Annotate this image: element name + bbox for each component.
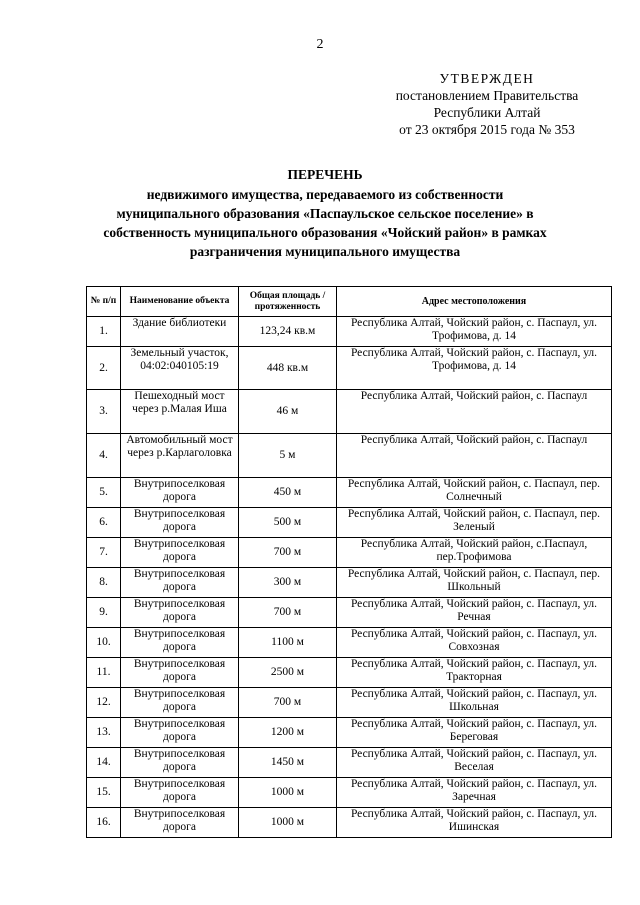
object-name: Внутрипоселковая дорога	[121, 688, 239, 718]
object-area: 1000 м	[239, 778, 337, 808]
table-row	[87, 688, 612, 718]
row-number: 4.	[87, 434, 121, 478]
row-number: 5.	[87, 478, 121, 508]
column-header-name: Наименование объекта	[121, 287, 239, 317]
row-number: 2.	[87, 347, 121, 390]
approval-line: Республики Алтай	[433, 105, 541, 120]
table-row	[87, 658, 612, 688]
object-address: Республика Алтай, Чойский район, с. Паспаул, ул. Речная	[337, 598, 612, 628]
column-header-num: № п/п	[87, 287, 121, 317]
table-header-row	[87, 287, 612, 317]
object-area: 500 м	[239, 508, 337, 538]
object-area: 448 кв.м	[239, 347, 337, 390]
object-area: 1100 м	[239, 628, 337, 658]
row-number: 14.	[87, 748, 121, 778]
object-name: Внутрипоселковая дорога	[121, 778, 239, 808]
row-number: 12.	[87, 688, 121, 718]
table-row	[87, 478, 612, 508]
table-row	[87, 808, 612, 838]
object-area: 700 м	[239, 538, 337, 568]
row-number: 16.	[87, 808, 121, 838]
table-row	[87, 538, 612, 568]
object-name: Внутрипоселковая дорога	[121, 538, 239, 568]
object-address: Республика Алтай, Чойский район, с. Паспаул, ул. Веселая	[337, 748, 612, 778]
row-number: 6.	[87, 508, 121, 538]
table-row	[87, 317, 612, 347]
object-address: Республика Алтай, Чойский район, с. Паспаул, ул. Трофимова, д. 14	[337, 317, 612, 347]
table-row	[87, 347, 612, 390]
object-address: Республика Алтай, Чойский район, с. Паспаул, пер. Солнечный	[337, 478, 612, 508]
object-name: Внутрипоселковая дорога	[121, 568, 239, 598]
object-area: 450 м	[239, 478, 337, 508]
object-name: Внутрипоселковая дорога	[121, 508, 239, 538]
object-address: Республика Алтай, Чойский район, с. Паспаул, пер. Зеленый	[337, 508, 612, 538]
object-area: 700 м	[239, 598, 337, 628]
row-number: 1.	[87, 317, 121, 347]
table-row	[87, 748, 612, 778]
heading-line: разграничения муниципального имущества	[189, 244, 461, 259]
table-row	[87, 508, 612, 538]
object-name: Внутрипоселковая дорога	[121, 808, 239, 838]
object-name: Автомобильный мост через р.Карлаголовка	[121, 434, 239, 478]
row-number: 7.	[87, 538, 121, 568]
table-row	[87, 718, 612, 748]
heading-line: недвижимого имущества, передаваемого из собственности	[146, 187, 504, 202]
row-number: 10.	[87, 628, 121, 658]
object-address: Республика Алтай, Чойский район, с. Паспаул, ул. Трофимова, д. 14	[337, 347, 612, 390]
table-row	[87, 778, 612, 808]
object-area: 123,24 кв.м	[239, 317, 337, 347]
object-area: 1450 м	[239, 748, 337, 778]
object-address: Республика Алтай, Чойский район, с.Паспаул, пер.Трофимова	[337, 538, 612, 568]
row-number: 3.	[87, 390, 121, 434]
approval-line: постановлением Правительства	[395, 88, 579, 103]
approval-title: УТВЕРЖДЕН	[439, 71, 535, 86]
object-area: 46 м	[239, 390, 337, 434]
table-row	[87, 434, 612, 478]
object-address: Республика Алтай, Чойский район, с. Паспаул	[337, 434, 612, 478]
object-address: Республика Алтай, Чойский район, с. Паспаул	[337, 390, 612, 434]
document-heading	[60, 165, 590, 261]
object-area: 2500 м	[239, 658, 337, 688]
table-row	[87, 598, 612, 628]
row-number: 8.	[87, 568, 121, 598]
object-address: Республика Алтай, Чойский район, с. Паспаул, ул. Ишинская	[337, 808, 612, 838]
object-area: 5 м	[239, 434, 337, 478]
row-number: 13.	[87, 718, 121, 748]
approval-line: от 23 октября 2015 года № 353	[399, 122, 575, 137]
table-row	[87, 568, 612, 598]
object-address: Республика Алтай, Чойский район, с. Паспаул, ул. Заречная	[337, 778, 612, 808]
object-address: Республика Алтай, Чойский район, с. Паспаул, ул. Береговая	[337, 718, 612, 748]
approval-block	[382, 70, 592, 138]
object-name: Внутрипоселковая дорога	[121, 718, 239, 748]
object-name: Внутрипоселковая дорога	[121, 478, 239, 508]
object-name: Внутрипоселковая дорога	[121, 598, 239, 628]
object-name: Внутрипоселковая дорога	[121, 628, 239, 658]
object-address: Республика Алтай, Чойский район, с. Паспаул, ул. Совхозная	[337, 628, 612, 658]
column-header-area: Общая площадь / протяженность	[239, 287, 337, 317]
row-number: 9.	[87, 598, 121, 628]
object-area: 1000 м	[239, 808, 337, 838]
table-body	[87, 317, 612, 838]
heading-title: ПЕРЕЧЕНЬ	[287, 167, 363, 182]
property-table	[86, 286, 612, 838]
table-row	[87, 628, 612, 658]
object-area: 1200 м	[239, 718, 337, 748]
row-number: 11.	[87, 658, 121, 688]
table-row	[87, 390, 612, 434]
row-number: 15.	[87, 778, 121, 808]
object-address: Республика Алтай, Чойский район, с. Паспаул, пер. Школьный	[337, 568, 612, 598]
object-name: Внутрипоселковая дорога	[121, 658, 239, 688]
object-address: Республика Алтай, Чойский район, с. Паспаул, ул. Школьная	[337, 688, 612, 718]
object-name: Внутрипоселковая дорога	[121, 748, 239, 778]
page-number: 2	[316, 37, 324, 52]
heading-line: муниципального образования «Паспаульское сельское поселение» в	[116, 206, 534, 221]
object-address: Республика Алтай, Чойский район, с. Паспаул, ул. Тракторная	[337, 658, 612, 688]
object-name: Здание библиотеки	[121, 317, 239, 347]
object-name: Земельный участок, 04:02:040105:19	[121, 347, 239, 390]
object-area: 700 м	[239, 688, 337, 718]
object-area: 300 м	[239, 568, 337, 598]
column-header-address: Адрес местоположения	[337, 287, 612, 317]
heading-line: собственность муниципального образования «Чойский район» в рамках	[103, 225, 547, 240]
object-name: Пешеходный мост через р.Малая Иша	[121, 390, 239, 434]
